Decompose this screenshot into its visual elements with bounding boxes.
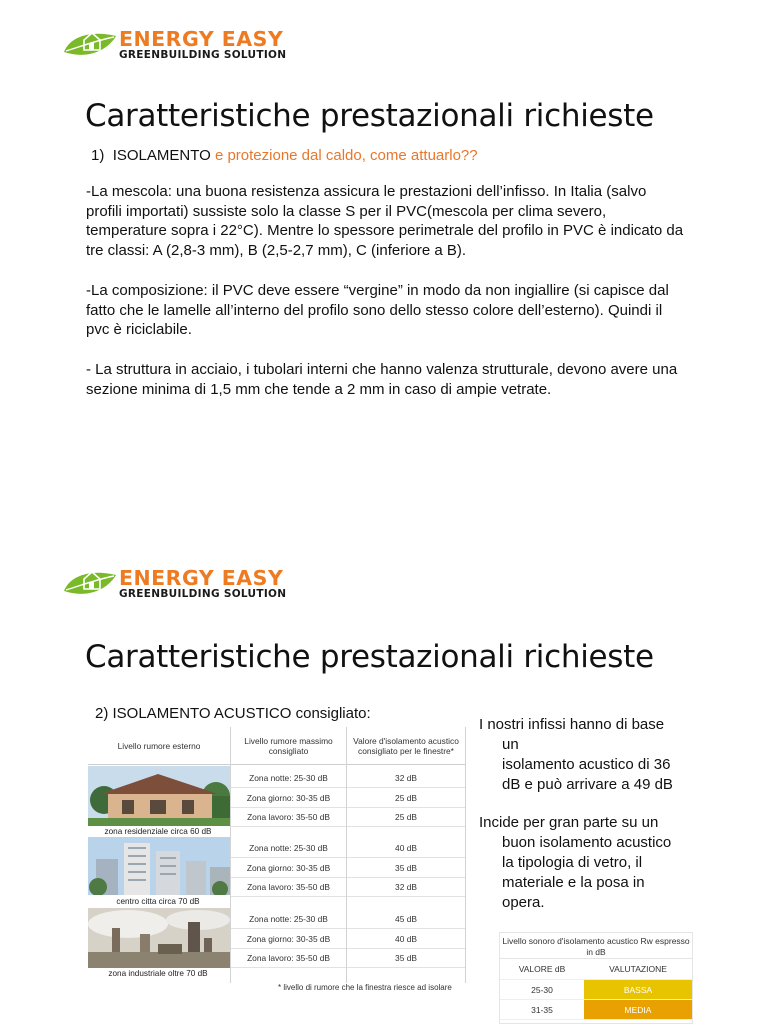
brand-name: ENERGY EASY <box>119 27 284 51</box>
table-cell-value: 32 dB <box>347 878 465 897</box>
table-cell-value: 40 dB <box>347 930 465 949</box>
right-line: isolamento acustico di 36 <box>502 756 671 773</box>
table-footnote: * livello di rumore che la finestra riesce ad isolare <box>278 983 452 992</box>
item-label: ISOLAMENTO <box>112 147 211 164</box>
table-header-external: Livello rumore esterno <box>88 727 230 765</box>
acoustic-table <box>88 727 466 993</box>
right-line: I nostri infissi hanno di base <box>479 716 665 733</box>
rw-header-value: VALORE dB <box>518 964 566 974</box>
table-cell-value: 35 dB <box>347 949 465 968</box>
logo-top <box>62 28 292 64</box>
table-cell-value: 35 dB <box>347 859 465 878</box>
rw-row-value: 31-35 <box>531 1004 553 1015</box>
table-row: Zona lavoro: 35-50 dB <box>231 878 346 897</box>
table-cell-value: 25 dB <box>347 808 465 827</box>
logo-bottom <box>62 567 292 603</box>
rw-rating-badge: BASSA <box>584 980 692 999</box>
rw-rating-table <box>499 932 693 1024</box>
caption-city: centro citta circa 70 dB <box>116 897 200 906</box>
right-text-p1 <box>479 715 719 795</box>
right-line: opera. <box>502 894 545 911</box>
table-row: Zona notte: 25-30 dB <box>231 910 346 929</box>
rw-header-rating: VALUTAZIONE <box>609 964 667 974</box>
leaf-house-icon <box>62 30 118 60</box>
caption-industrial: zona industriale oltre 70 dB <box>108 969 208 978</box>
brand-tagline: GREENBUILDING SOLUTION <box>119 49 287 61</box>
right-text-p2 <box>479 813 719 913</box>
brand-tagline: GREENBUILDING SOLUTION <box>119 588 287 600</box>
table-row: Zona notte: 25-30 dB <box>231 769 346 788</box>
table-row: Zona lavoro: 35-50 dB <box>231 808 346 827</box>
right-line: materiale e la posa in <box>502 874 645 891</box>
table-row: Zona giorno: 30-35 dB <box>231 859 346 878</box>
right-line: dB e può arrivare a 49 dB <box>502 776 673 793</box>
brand-name: ENERGY EASY <box>119 566 284 590</box>
industrial-photo <box>88 908 230 968</box>
right-line: buon isolamento acustico <box>502 834 672 851</box>
slide2-item: 2) ISOLAMENTO ACUSTICO consigliato: <box>95 705 371 722</box>
paragraph-mescola: -La mescola: una buona resistenza assicura le prestazioni dell’infisso. In Italia (salvo profili importati) sussiste solo la classe S per il PVC(mescola per clima severo, temperature sopra i 22°C). Mentre lo spessore perimetrale del profilo in PVC è indicato da tre classi: A (2,8-3 mm), B (2,5-2,7 mm), C (inferiore a B). <box>86 183 684 259</box>
table-cell-value: 25 dB <box>347 789 465 808</box>
city-photo <box>88 837 230 895</box>
rw-rating-badge: MEDIA <box>584 1000 692 1019</box>
right-line: la tipologia di vetro, il <box>502 854 643 871</box>
rw-row-value: 25-30 <box>531 984 553 995</box>
table-row: Zona lavoro: 35-50 dB <box>231 949 346 968</box>
residential-photo <box>88 766 230 826</box>
table-header-max: Livello rumore massimo consigliato <box>231 727 346 765</box>
paragraph-composizione: -La composizione: il PVC deve essere “vergine” in modo da non ingiallire (si capisce dal fatto che le lamelle all’interno del profilo sono dello stesso colore dell’esterno). Quindi il pvc è riciclabile. <box>86 282 669 339</box>
paragraph-struttura: - La struttura in acciaio, i tubolari interni che hanno valenza strutturale, devono avere una sezione minima di 1,5 mm che tende a 2 mm in caso di ampie vetrate. <box>86 361 678 398</box>
table-cell-value: 32 dB <box>347 769 465 788</box>
table-cell-value: 45 dB <box>347 910 465 929</box>
caption-residential: zona residenziale circa 60 dB <box>104 827 212 836</box>
item-accent-text: e protezione dal caldo, come attuarlo?? <box>210 147 478 164</box>
slide1-title: Caratteristiche prestazionali richieste <box>85 98 654 134</box>
right-line: un <box>502 736 519 753</box>
right-line: Incide per gran parte su un <box>479 814 659 831</box>
table-row: Zona notte: 25-30 dB <box>231 839 346 858</box>
slide2-title: Caratteristiche prestazionali richieste <box>85 639 654 675</box>
table-row: Zona giorno: 30-35 dB <box>231 789 346 808</box>
item-number: 1) <box>91 147 105 164</box>
slide1-item <box>91 147 478 164</box>
table-row: Zona giorno: 30-35 dB <box>231 930 346 949</box>
leaf-house-icon <box>62 569 118 599</box>
table-header-value: Valore d'isolamento acustico consigliato per le finestre* <box>347 727 465 765</box>
table-cell-value: 40 dB <box>347 839 465 858</box>
rw-table-title: Livello sonoro d'isolamento acustico Rw espresso in dB <box>500 933 692 959</box>
